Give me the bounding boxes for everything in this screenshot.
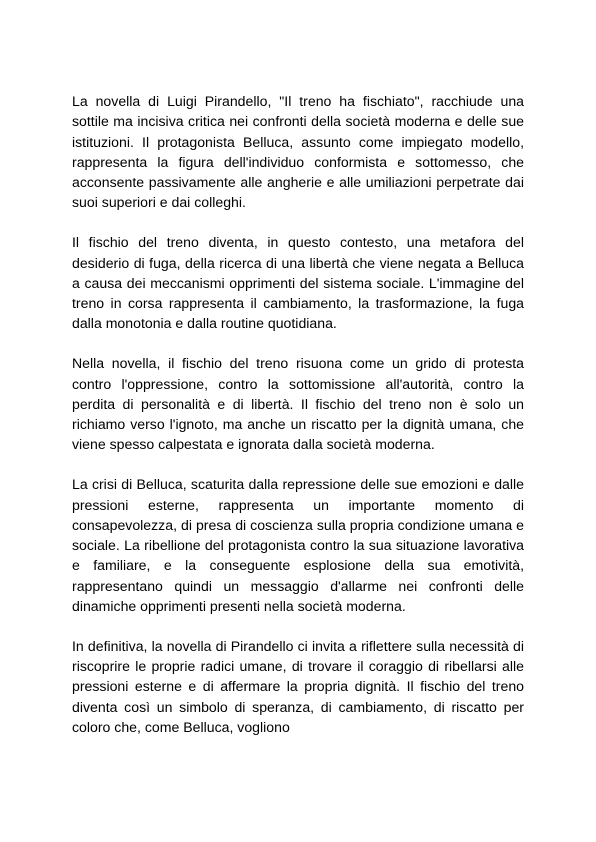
paragraph-1: La novella di Luigi Pirandello, "Il treno ha fischiato", racchiude una sottile ma incisiva critica nei confronti della società moderna e delle sue istituzioni. Il protagonista Belluca, assunto come impiegato modello, rappresenta la figura dell'individuo conformista e sottomesso, che acconsente passivamente alle angherie e alle umiliazioni perpetrate dai suoi superiori e dai colleghi. (72, 93, 524, 211)
paragraph-4: La crisi di Belluca, scaturita dalla repressione delle sue emozioni e dalle pressioni esterne, rappresenta un importante momento di consapevolezza, di presa di coscienza sulla propria condizione umana e sociale. La ribellione del protagonista contro la sua situazione lavorativa e familiare, e la conseguente esplosione della sua emotività, rappresentano quindi un messaggio d'allarme nei confronti delle dinamiche opprimenti presenti nella società moderna. (72, 476, 524, 614)
paragraph-2: Il fischio del treno diventa, in questo contesto, una metafora del desiderio di fuga, della ricerca di una libertà che viene negata a Belluca a causa dei meccanismi opprimenti del sistema sociale. L'immagine del treno in corsa rappresenta il cambiamento, la trasformazione, la fuga dalla monotonia e dalla routine quotidiana. (72, 234, 524, 332)
paragraph-3: Nella novella, il fischio del treno risuona come un grido di protesta contro l'oppressione, contro la sottomissione all'autorità, contro la perdita di personalità e di libertà. Il fischio del treno non è solo un richiamo verso l'ignoto, ma anche un riscatto per la dignità umana, che viene spesso calpestata e ignorata dalla società moderna. (72, 355, 524, 453)
document-body (72, 91, 524, 757)
paragraph-5: In definitiva, la novella di Pirandello ci invita a riflettere sulla necessità di riscoprire le proprie radici umane, di trovare il coraggio di ribellarsi alle pressioni esterne e di affermare la propria dignità. Il fischio del treno diventa così un simbolo di speranza, di cambiamento, di riscatto per coloro che, come Belluca, vogliono (72, 637, 524, 735)
